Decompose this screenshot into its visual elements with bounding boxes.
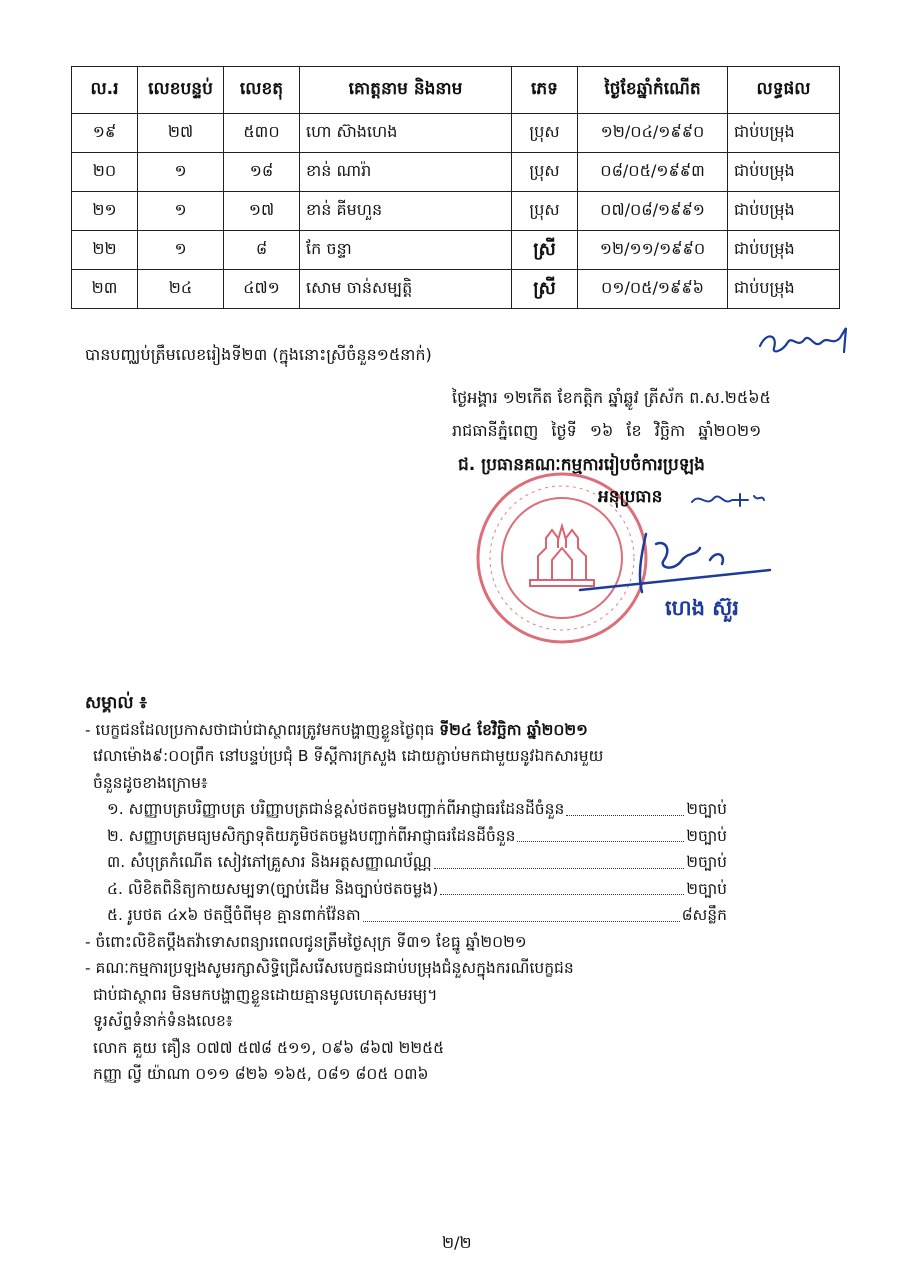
list-item: [85, 796, 727, 823]
list-item: [85, 876, 727, 903]
cell-sex: ប្រុស: [512, 192, 578, 231]
document-item-label: ១. សញ្ញាបត្របរិញ្ញាបត្រ បរិញ្ញាបត្រជាន់ខ្ពស់ថតចម្លងបញ្ជាក់ពីអាជ្ញាធរដែនដីចំនួន: [107, 800, 565, 818]
cell-name: សោម ចាន់សម្បត្តិ: [300, 270, 512, 309]
cell-room: ១: [138, 192, 224, 231]
vice-chair-title: អនុប្រធាន: [598, 487, 663, 507]
cell-no: ២៣: [72, 270, 138, 309]
cell-dob: ១២/១១/១៩៩០: [578, 231, 728, 270]
cell-sex: ស្រី: [512, 270, 578, 309]
table-row: [72, 114, 840, 153]
notes-section: [85, 690, 845, 1088]
cell-result: ជាប់បម្រុង: [728, 231, 840, 270]
cell-name: ហោ ស៊ាងហេង: [300, 114, 512, 153]
cell-no: ២០: [72, 153, 138, 192]
cell-name: ខាន់ ណារ៉ា: [300, 153, 512, 192]
cell-dob: ១២/០៤/១៩៩០: [578, 114, 728, 153]
contact-2: កញ្ញា ល្វី យ៉ាណា ០១១ ៨២៦ ១៦៥, ០៨១ ៨០៥ ០៣៦: [93, 1065, 429, 1083]
cell-sex: ស្រី: [512, 231, 578, 270]
note-1-date: ទី២៤ ខែវិច្ឆិកា ឆ្នាំ២០២១: [439, 720, 588, 739]
header-room: លេខបន្ទប់: [138, 67, 224, 114]
cell-no: ២១: [72, 192, 138, 231]
date-lunar: ថ្ងៃអង្គារ ១២កើត ខែកត្តិក ឆ្នាំឆ្លូវ ត្រីស័ក ព.ស.២៥៦៥: [452, 388, 771, 407]
note-1-continued: វេលាម៉ោង៩:០០ព្រឹក នៅបន្ទប់ប្រជុំ B ទីស្តីការក្រសួង ដោយភ្ជាប់មកជាមួយនូវឯកសារមួយ: [93, 747, 604, 765]
cell-no: ១៩: [72, 114, 138, 153]
cell-result: ជាប់បម្រុង: [728, 114, 840, 153]
note-1-text: - បេក្ខជនដែលប្រកាសថាជាប់ជាស្ថាពរត្រូវមកបង្ហាញខ្លួនថ្ងៃពុធ: [85, 720, 440, 739]
cell-no: ២២: [72, 231, 138, 270]
document-item-label: ៣. សំបុត្រកំណើត សៀវភៅគ្រួសារ និងអត្តសញ្ញាណប័ណ្ណ: [107, 853, 432, 871]
note-1-continued-2: ចំនួនដូចខាងក្រោម៖: [93, 773, 208, 792]
cell-desk: ៤៧១: [224, 270, 300, 309]
table-row: [72, 192, 840, 231]
cell-dob: ០១/០៥/១៩៩៦: [578, 270, 728, 309]
header-no: ល.រ: [72, 67, 138, 114]
contact-1: លោក គួយ គឿន ០៧៧ ៥៧៨ ៥១១, ០៩៦ ៨៦៧ ២២៥៥: [93, 1038, 445, 1057]
initials-signature-2: [688, 488, 768, 512]
cell-result: ជាប់បម្រុង: [728, 192, 840, 231]
list-item: [85, 823, 727, 850]
cell-desk: ១៧: [224, 192, 300, 231]
cell-dob: ០៧/០៨/១៩៩១: [578, 192, 728, 231]
header-desk: លេខតុ: [224, 67, 300, 114]
note-2: - ចំពោះលិខិតប្តឹងតវ៉ាទោសពន្យារពេលជូនត្រឹមថ្ងៃសុក្រ ទី៣១ ខែធ្នូ ឆ្នាំ២០២១: [85, 932, 527, 951]
cell-result: ជាប់បម្រុង: [728, 153, 840, 192]
header-result: លទ្ធផល: [728, 67, 840, 114]
header-sex: ភេទ: [512, 67, 578, 114]
note-1: [85, 717, 845, 744]
document-item-qty: ២ច្បាប់: [686, 853, 727, 871]
contact-heading: ទូរស័ព្ទទំនាក់ទំនងលេខ៖: [93, 1012, 233, 1030]
date-solar: រាជធានីភ្នំពេញ ថ្ងៃទី ១៦ ខែ វិច្ឆិកា ឆ្នាំ២០២១: [452, 421, 762, 440]
cell-name: កែ ចន្ទា: [300, 231, 512, 270]
notes-heading: សម្គាល់ ៖: [85, 693, 147, 713]
cell-sex: ប្រុស: [512, 114, 578, 153]
cell-sex: ប្រុស: [512, 153, 578, 192]
committee-title: ជ. ប្រធានគណៈកម្មការរៀបចំការប្រឡង: [458, 455, 705, 475]
cell-desk: ៥៣០: [224, 114, 300, 153]
document-item-qty: ២ច្បាប់: [686, 879, 727, 898]
table-row: [72, 231, 840, 270]
signer-name: ហេង ស៊ួរ: [665, 596, 739, 620]
document-item-label: ៤. លិខិតពិនិត្យកាយសម្បទា(ច្បាប់ដើម និងច្បាប់ថតចម្លង): [107, 879, 439, 898]
results-table: [71, 66, 840, 309]
list-item: [85, 902, 727, 929]
table-header-row: [72, 67, 840, 114]
note-3: - គណៈកម្មការប្រឡងសូមរក្សាសិទ្ធិជ្រើសរើសបេក្ខជនជាប់បម្រុងជំនួសក្នុងករណីបេក្ខជន: [85, 959, 574, 977]
header-dob: ថ្ងៃខែឆ្នាំកំណើត: [578, 67, 728, 114]
table-row: [72, 153, 840, 192]
table-row: [72, 270, 840, 309]
cell-room: ២៧: [138, 114, 224, 153]
summary-text: បានបញ្ឈប់ត្រឹមលេខរៀងទី២៣ (ក្នុងនោះស្រីចំនួន១៥នាក់): [85, 345, 432, 364]
cell-dob: ០៨/០៥/១៩៩៣: [578, 153, 728, 192]
cell-room: ១: [138, 231, 224, 270]
document-item-qty: ២ច្បាប់: [686, 826, 727, 845]
initials-signature: [752, 322, 862, 362]
header-name: គោត្តនាម និងនាម: [300, 67, 512, 114]
cell-room: ១: [138, 153, 224, 192]
cell-desk: ៨: [224, 231, 300, 270]
list-item: [85, 849, 727, 876]
note-3-continued: ជាប់ជាស្ថាពរ មិនមកបង្ហាញខ្លួនដោយគ្មានមូលហេតុសមរម្យ។: [93, 985, 438, 1004]
cell-room: ២៤: [138, 270, 224, 309]
document-item-label: ៥. រូបថត ៤x៦ ថតថ្មីចំពីមុខ គ្មានពាក់វ៉ែនតា: [107, 906, 361, 924]
document-item-qty: ៨សន្លឹក: [681, 906, 727, 924]
cell-desk: ១៨: [224, 153, 300, 192]
page-number: ២/២: [442, 1233, 472, 1252]
cell-name: ខាន់ គីមហួន: [300, 192, 512, 231]
document-item-label: ២. សញ្ញាបត្រមធ្យមសិក្សាទុតិយភូមិថតចម្លងបញ្ជាក់ពីអាជ្ញាធរដែនដីចំនួន: [107, 826, 516, 845]
cell-result: ជាប់បម្រុង: [728, 270, 840, 309]
document-item-qty: ២ច្បាប់: [686, 800, 727, 818]
